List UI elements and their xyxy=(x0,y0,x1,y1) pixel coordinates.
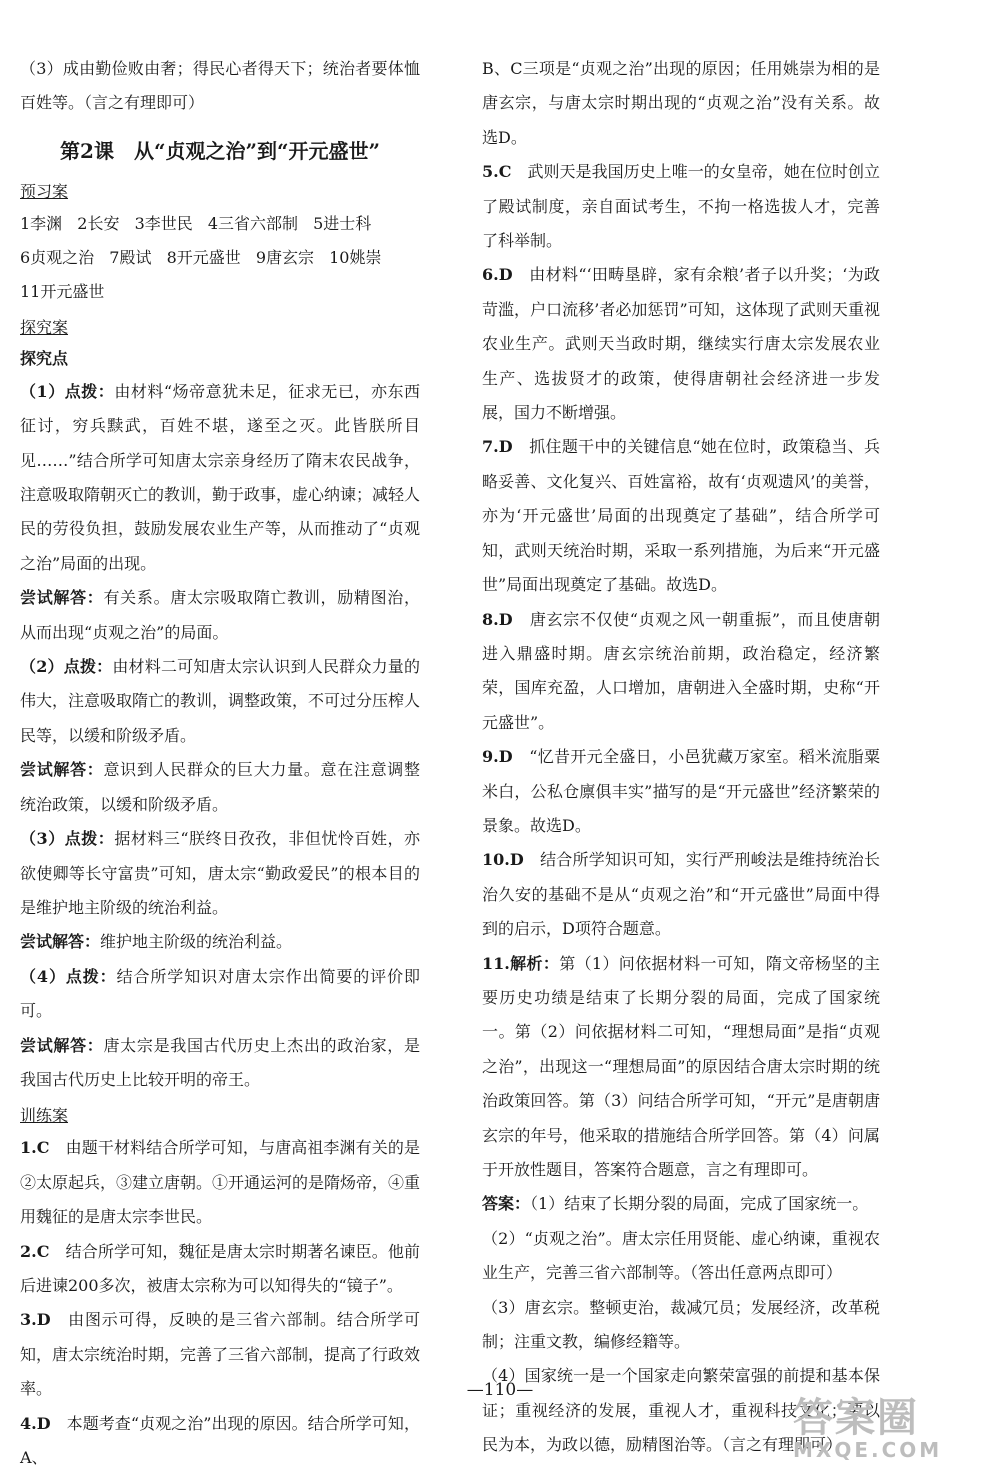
item-number: 9.D xyxy=(482,747,513,767)
item-text: 结合所学知识对唐太宗作出简要的评价即可。 xyxy=(20,966,420,1021)
preview-key: 2长安 xyxy=(77,213,120,233)
item-lead: 尝试解答： xyxy=(20,588,104,608)
item-number: 6.D xyxy=(482,265,513,285)
answer-item xyxy=(482,52,880,155)
answer-item xyxy=(482,1222,880,1291)
answer-item xyxy=(482,947,880,1188)
right-column xyxy=(482,52,880,1463)
item-text: 结合所学可知，魏征是唐太宗时期著名谏臣。他前后进谏200多次，被唐太宗称为可以知得失的“镜子”。 xyxy=(20,1241,420,1295)
watermark-logo xyxy=(793,1395,988,1462)
page-number: —110— xyxy=(466,1380,534,1400)
preview-key: 4三省六部制 xyxy=(207,213,299,233)
preview-key: 3李世民 xyxy=(134,213,193,233)
answer-item xyxy=(482,155,880,258)
item-text: “忆昔开元全盛日，小邑犹藏万家室。稻米流脂粟米白，公私仓廪俱丰实”描写的是“开元盛世”经济繁荣的景象。故选D。 xyxy=(482,747,880,835)
item-text: 由图示可得，反映的是三省六部制。结合所学可知，唐太宗统治时期，完善了三省六部制，提高了行政效率。 xyxy=(20,1310,421,1399)
item-number: 7.D xyxy=(482,437,513,457)
preview-key: 8开元盛世 xyxy=(166,247,241,267)
item-text: 抓住题干中的关键信息“她在位时，政策稳当、兵略妥善、文化复兴、百姓富裕，故有‘贞观遗风’的美誉，亦为‘开元盛世’局面的出现奠定了基础”，结合所学可知，武则天统治时期，采取一系列措施，为后来“开元盛世”局面出现奠定了基础。故选D。 xyxy=(482,437,880,595)
preview-key: 9唐玄宗 xyxy=(255,247,315,267)
train-heading: 训练案 xyxy=(20,1106,69,1126)
item-text: B、C三项是“贞观之治”出现的原因；任用姚崇为相的是唐玄宗，与唐太宗时期出现的“贞观之治”没有关系。故选D。 xyxy=(482,59,880,147)
item-text: 本题考查“贞观之治”出现的原因。结合所学可知，A、 xyxy=(20,1413,420,1467)
explore-item xyxy=(20,375,420,581)
item-text: 武则天是我国历史上唯一的女皇帝，她在位时创立了殿试制度，亲自面试考生，不拘一格选拔人才，完善了科举制。 xyxy=(482,162,880,251)
preview-key: 1李渊 xyxy=(20,213,63,233)
preview-key: 5进士科 xyxy=(313,213,372,233)
item-number: 2.C xyxy=(20,1241,50,1261)
answer-item xyxy=(482,430,880,602)
item-text: 维护地主阶级的统治利益。 xyxy=(100,932,293,952)
item-number: 5.C xyxy=(482,162,512,182)
answer-item xyxy=(482,843,880,946)
item-text: 据材料三“朕终日孜孜，非但忧怜百姓，亦欲使卿等长守富贵”可知，唐太宗“勤政爱民”的根本目的是维护地主阶级的统治利益。 xyxy=(20,829,420,917)
item-text: （2）“贞观之治”。唐太宗任用贤能、虚心纳谏，重视农业生产，完善三省六部制等。（答出任意两点即可） xyxy=(482,1228,880,1283)
item-text: 唐玄宗不仅使“贞观之风一朝重振”，而且使唐朝进入鼎盛时期。唐玄宗统治前期，政治稳定，经济繁荣，国库充盈，人口增加，唐朝进入全盛时期，史称“开元盛世”。 xyxy=(482,609,880,732)
answer-item xyxy=(482,1291,880,1360)
preview-key: 6贞观之治 xyxy=(20,247,95,267)
item-number: 11.解析： xyxy=(482,953,560,973)
item-text: （3）唐玄宗。整顿吏治，裁减冗员；发展经济，改革税制；注重文教，编修经籍等。 xyxy=(482,1297,880,1352)
preview-heading: 预习案 xyxy=(20,181,69,201)
explore-item xyxy=(20,822,420,925)
watermark-title: 答案圈 xyxy=(793,1395,919,1441)
item-number: 1.C xyxy=(20,1138,50,1158)
item-text: 意识到人民群众的巨大力量。意在注意调整统治政策，以缓和阶级矛盾。 xyxy=(20,760,420,814)
item-text: 唐太宗是我国古代历史上杰出的政治家，是我国古代历史上比较开明的帝王。 xyxy=(20,1035,420,1089)
explore-heading: 探究案 xyxy=(20,317,69,337)
item-lead: （2）点拨： xyxy=(20,657,113,677)
answer-item xyxy=(482,603,880,741)
lesson-title: 第2课 从“贞观之治”到“开元盛世” xyxy=(60,138,380,163)
item-number: 3.D xyxy=(20,1310,51,1330)
item-text: 由材料二可知唐太宗认识到人民群众力量的伟大，注意吸取隋亡的教训，调整政策，不可过分压榨人民等，以缓和阶级矛盾。 xyxy=(20,657,421,745)
preview-key: 7殿试 xyxy=(109,247,152,267)
item-text: 由材料“炀帝意犹未足，征求无已，亦东西征讨，穷兵黩武，百姓不堪，遂至之灭。此皆朕所目见……”结合所学可知唐太宗亲身经历了隋末农民战争，注意吸取隋朝灭亡的教训，勤于政事，虚心纳谏；减轻人民的劳役负担，鼓励发展农业生产等，从而推动了“贞观之治”局面的出现。 xyxy=(20,381,421,573)
train-item xyxy=(20,1407,420,1475)
item-text: （4）国家统一是一个国家走向繁荣富强的前提和基本保证；重视经济的发展，重视人才，重视科技文化；要以民为本，为政以德，励精图治等。（言之有理即可） xyxy=(482,1366,880,1455)
intro-paragraph: （3）成由勤俭败由奢；得民心者得天下；统治者要体恤百姓等。（言之有理即可） xyxy=(20,59,420,113)
answer-item xyxy=(482,1187,880,1221)
item-lead: 尝试解答： xyxy=(20,932,101,952)
preview-key: 10姚崇 xyxy=(329,247,382,267)
explore-item xyxy=(20,925,420,959)
answer-item xyxy=(482,740,880,843)
item-lead: （1）点拨： xyxy=(20,381,115,401)
item-text: 第（1）问依据材料一可知，隋文帝杨坚的主要历史功绩是结束了长期分裂的局面，完成了国家统一。第（2）问依据材料二可知，“理想局面”是指“贞观之治”，出现这一“理想局面”的原因结合唐太宗时期的统治政策回答。第（3）问结合所学可知，“开元”是唐朝唐玄宗的年号，他采取的措施结合所学回答。第（4）问属于开放性题目，答案符合题意，言之有理即可。 xyxy=(482,953,880,1179)
item-lead: （4）点拨： xyxy=(20,966,117,986)
item-number: 答案： xyxy=(482,1194,531,1214)
item-number: 8.D xyxy=(482,609,513,629)
item-number: 4.D xyxy=(20,1413,51,1433)
explore-item xyxy=(20,581,420,650)
explore-item xyxy=(20,960,420,1029)
item-text: 由题干材料结合所学可知，与唐高祖李渊有关的是②太原起兵，③建立唐朝。①开通运河的是隋炀帝，④重用魏征的是唐太宗李世民。 xyxy=(20,1138,421,1227)
item-lead: 尝试解答： xyxy=(20,760,104,780)
preview-key: 11开元盛世 xyxy=(20,281,105,301)
explore-item xyxy=(20,1029,420,1098)
preview-keys xyxy=(20,207,420,309)
point-heading: 探究点 xyxy=(20,348,69,368)
item-text: 结合所学知识可知，实行严刑峻法是维持统治长治久安的基础不是从“贞观之治”和“开元盛世”局面中得到的启示，D项符合题意。 xyxy=(482,850,880,939)
explore-item xyxy=(20,753,420,822)
item-lead: （3）点拨： xyxy=(20,829,115,849)
answer-item xyxy=(482,258,880,430)
item-text: （1）结束了长期分裂的局面，完成了国家统一。 xyxy=(530,1194,869,1214)
item-text: 由材料“‘田畴垦辟，家有余粮’者子以升奖；‘为政苛滥，户口流移’者必加惩罚”可知，这体现了武则天重视农业生产。武则天当政时期，继续实行唐太宗发展农业生产、选拔贤才的政策，使得唐朝社会经济进一步发展，国力不断增强。 xyxy=(482,265,880,423)
train-item xyxy=(20,1131,420,1234)
item-number: 10.D xyxy=(482,850,524,870)
explore-item xyxy=(20,650,420,753)
left-column xyxy=(20,52,420,1475)
item-lead: 尝试解答： xyxy=(20,1035,104,1055)
train-item xyxy=(20,1235,420,1304)
watermark-url: MXQE.COM xyxy=(793,1438,943,1462)
item-text: 有关系。唐太宗吸取隋亡教训，励精图治，从而出现“贞观之治”的局面。 xyxy=(20,588,420,642)
